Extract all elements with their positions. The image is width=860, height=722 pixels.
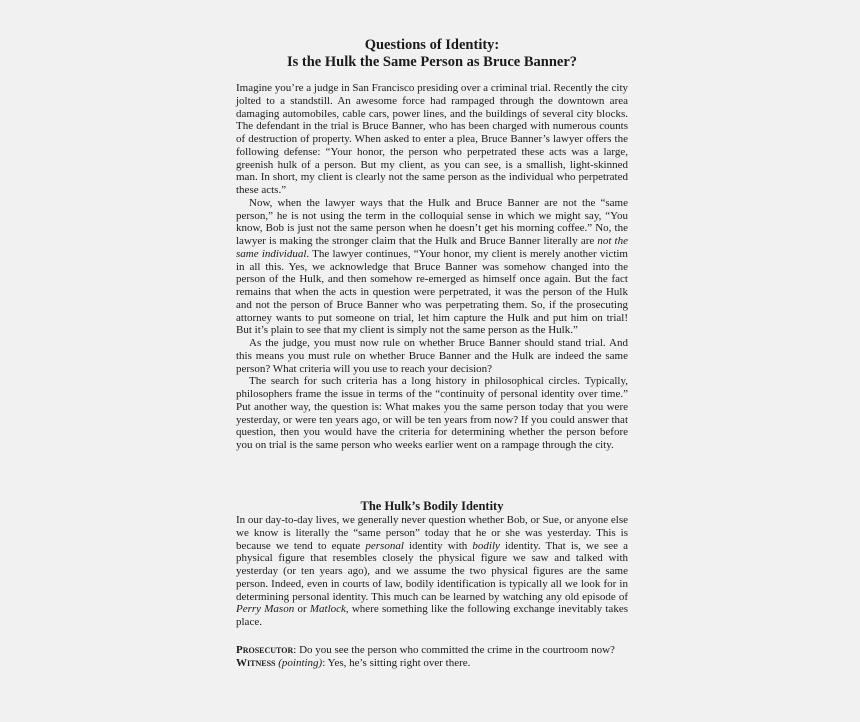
paragraph-text: , where something like the following exchange inevitably takes place. <box>236 603 628 628</box>
title-line-1: Questions of Identity: <box>364 37 500 53</box>
bodily-identity-section <box>236 514 628 629</box>
paragraph-text: Now, when the lawyer ways that the Hulk and Bruce Banner are not the “same person,” he is not using the term in the colloquial sense in which we might say, “You know, Bob is just not the same person when he doesn’t get his morning coffee.” No, the lawyer is making the stronger claim that the Hulk and Bruce Banner literally are <box>236 196 628 247</box>
dialogue-text: : Yes, he’s sitting right over there. <box>322 656 471 669</box>
intro-section <box>236 82 628 452</box>
speaker-label: Prosecutor <box>236 644 294 656</box>
witness-line <box>236 657 628 670</box>
dialogue-text: : Do you see the person who committed the crime in the courtroom now? <box>293 644 615 656</box>
paragraph <box>236 514 628 629</box>
emphasis-text: Perry Mason <box>236 603 295 616</box>
title-line-2: Is the Hulk the Same Person as Bruce Banner? <box>287 54 577 70</box>
prosecutor-line <box>236 644 628 657</box>
paragraph: As the judge, you must now rule on whether Bruce Banner should stand trial. And this means you must rule on whether Bruce Banner and the Hulk are indeed the same person? What criteria will you use to reach your decision? <box>236 337 628 375</box>
emphasis-text: Matlock <box>309 603 346 616</box>
paragraph-text: identity. That is, we see a physical figure that resembles closely the physical figure we saw and talked with yesterday (or ten years ago), and we assume the two physical figures are the same person. Indeed, even in courts of law, bodily identification is typically all we look for in determining personal identity. This much can be learned by watching any old episode of <box>236 539 628 603</box>
paragraph-text: or <box>294 603 310 616</box>
dialogue-block <box>236 644 628 670</box>
document-title <box>236 37 628 71</box>
emphasis-text: not the same individual <box>236 235 628 260</box>
paragraph-text: In our day-to-day lives, we generally never question whether Bob, or Sue, or anyone else we know is literally the “same person” today that he or she was yesterday. This is because we tend to equate <box>236 514 628 552</box>
paragraph: The search for such criteria has a long history in philosophical circles. Typically, philosophers frame the issue in terms of the “continuity of personal identity over time.” Put another way, the question is: What makes you the same person today that you were yesterday, or were ten years ago, or will be ten years from now? If you could answer that question, then you would have the criteria for determining whether the person before you on trial is the same person who weeks earlier went on a rampage through the city. <box>236 375 628 451</box>
speaker-label: Witness <box>236 656 276 669</box>
paragraph <box>236 197 628 337</box>
stage-direction: (pointing) <box>278 656 323 669</box>
paragraph: Imagine you’re a judge in San Francisco presiding over a criminal trial. Recently the city jolted to a standstill. An awesome force had rampaged through the downtown area damaging automobiles, cable cars, power lines, and the buildings of several city blocks. The defendant in the trial is Bruce Banner, who has been charged with numerous counts of destruction of property. When asked to enter a plea, Bruce Banner’s lawyer offers the following defense: “Your honor, the person who perpetrated these acts was a large, greenish hulk of a person. But my client, as you can see, is a smallish, light-skinned man. In short, my client is clearly not the same person as the individual who perpetrated these acts.” <box>236 82 628 196</box>
paragraph-text: identity with <box>403 539 473 552</box>
emphasis-text: bodily <box>472 539 500 552</box>
section-heading: The Hulk’s Bodily Identity <box>360 499 504 513</box>
emphasis-text: personal <box>365 539 404 552</box>
paragraph-text: . The lawyer continues, “Your honor, my client is merely another victim in all this. Yes, we acknowledge that Bruce Banner was somehow changed into the person of the Hulk, and then somehow re-emerged as himself once again. But the fact remains that when the acts in question were perpetrated, it was the person of the Hulk and not the person of Bruce Banner who was perpetrating them. So, if the prosecuting attorney wants to put someone on trial, let him capture the Hulk and put him on trial! But it’s plain to see that my client is simply not the same person as the Hulk.” <box>236 247 628 337</box>
